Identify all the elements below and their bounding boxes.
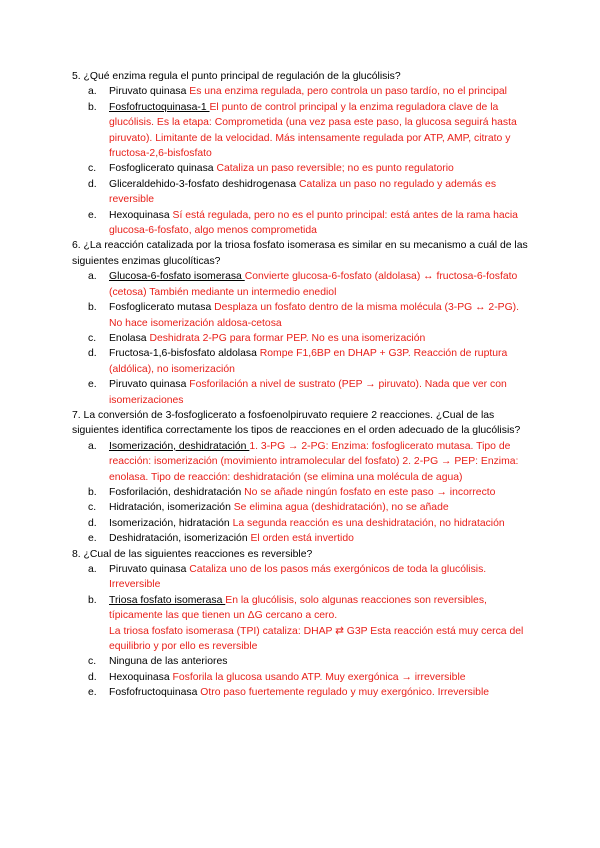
answer-note: Es una enzima regulada, pero controla un paso tardío, no el principal	[189, 86, 507, 98]
option-item	[72, 208, 532, 239]
answer-note: Fosforila la glucosa usando ATP. Muy exergónica → irreversible	[172, 671, 466, 683]
answer-note: Fosforilación a nivel de sustrato (PEP → piruvato). Nada que ver con isomerizaciones	[109, 379, 507, 406]
option-label: Fosfoglicerato quinasa	[109, 163, 217, 175]
option-item	[72, 485, 532, 500]
answer-note: Deshidrata 2-PG para formar PEP. No es una isomerización	[149, 332, 426, 344]
option-item	[72, 685, 532, 700]
option-list	[72, 439, 532, 547]
option-label: Enolasa	[109, 332, 150, 344]
option-item	[72, 161, 532, 176]
answer-note: La segunda reacción es una deshidratación, no hidratación	[232, 517, 505, 529]
question-text: 6. ¿La reacción catalizada por la triosa fosfato isomerasa es similar en su mecanismo a cuál de las siguientes enzimas glucolíticas?	[72, 240, 528, 267]
option-letter: e.	[88, 533, 97, 545]
option-label: Piruvato quinasa	[109, 86, 190, 98]
option-label: Fructosa-1,6-bisfosfato aldolasa	[109, 348, 260, 360]
answer-note: El orden está invertido	[250, 533, 354, 545]
option-item-selected	[72, 439, 532, 485]
option-item	[72, 562, 532, 593]
question-text: 8. ¿Cual de las siguientes reacciones es reversible?	[72, 548, 313, 560]
answer-note: Otro paso fuertemente regulado y muy exergónico. Irreversible	[200, 687, 490, 699]
option-letter: a.	[88, 440, 97, 452]
option-label: Isomerización, hidratación	[109, 517, 233, 529]
option-label: Hexoquinasa	[109, 671, 173, 683]
answer-note: Cataliza uno de los pasos más exergónicos de toda la glucólisis. Irreversible	[109, 564, 487, 591]
option-list	[72, 269, 532, 408]
question-text: 5. ¿Qué enzima regula el punto principal de regulación de la glucólisis?	[72, 71, 401, 82]
option-item	[72, 346, 532, 377]
option-letter: c.	[88, 163, 97, 175]
answer-note-extra: La triosa fosfato isomerasa (TPI) cataliza: DHAP ⇄ G3P Esta reacción está muy cerca del equilibrio y por ello es reversible	[109, 625, 524, 653]
option-item	[72, 84, 532, 99]
option-letter: d.	[88, 517, 97, 529]
option-list	[72, 562, 532, 701]
option-item	[72, 654, 532, 669]
answer-note: Cataliza un paso no regulado y además es reversible	[109, 178, 497, 206]
option-letter: d.	[88, 178, 97, 190]
answer-note: No se añade ningún fosfato en este paso → incorrecto	[244, 486, 496, 498]
option-item-selected	[72, 269, 532, 300]
option-letter: c.	[88, 332, 97, 344]
question-text: 7. La conversión de 3-fosfoglicerato a fosfoenolpiruvato requiere 2 reacciones. ¿Cual de las siguientes identifica correctamente los tipos de reacciones en el orden adecuado de la glucólisis?	[72, 409, 521, 437]
question-6	[72, 238, 532, 407]
option-letter: d.	[88, 348, 97, 360]
option-item	[72, 500, 532, 515]
answer-note: 1. 3-PG → 2-PG: Enzima: fosfoglicerato mutasa. Tipo de reacción: isomerización (movimiento intramolecular del fosfato) 2. 2-PG → PEP: Enzima: enolasa. Tipo de reacción: deshidratación (se elimina una molécula de agua)	[109, 440, 519, 483]
option-letter: c.	[88, 502, 97, 514]
option-label: Piruvato quinasa	[109, 379, 190, 391]
question-5	[72, 69, 532, 238]
option-item	[72, 177, 532, 208]
question-7	[72, 408, 532, 547]
option-item-selected	[72, 593, 532, 655]
option-letter: e.	[88, 379, 97, 391]
answer-note: Convierte glucosa-6-fosfato (aldolasa) ↔ fructosa-6-fosfato (cetosa) También mediante un intermedio enediol	[109, 271, 518, 298]
option-label-selected: Isomerización, deshidratación	[109, 440, 250, 452]
answer-note: El punto de control principal y la enzima reguladora clave de la glucólisis. Es la etapa: Comprometida (una vez pasa este paso, la glucosa seguirá hasta piruvato). Limitante de la velocidad. Más intensamente regulada por ATP, AMP, citrato y fructosa-2,6-bisfosfato	[109, 101, 517, 160]
option-list	[72, 84, 532, 238]
option-label-selected: Glucosa-6-fosfato isomerasa	[109, 271, 245, 283]
option-letter: b.	[88, 486, 97, 498]
option-label-selected: Fosfofructoquinasa-1	[109, 101, 210, 113]
option-letter: a.	[88, 564, 97, 575]
option-label: Deshidratación, isomerización	[109, 533, 251, 545]
option-item-selected	[72, 100, 532, 162]
option-label: Fosforilación, deshidratación	[109, 486, 245, 498]
option-item	[72, 300, 532, 331]
option-letter: b.	[88, 594, 97, 606]
option-label: Ninguna de las anteriores	[109, 656, 228, 668]
option-label: Fosfofructoquinasa	[109, 687, 201, 699]
option-letter: a.	[88, 86, 97, 98]
option-item	[72, 331, 532, 346]
answer-note: Desplaza un fosfato dentro de la misma molécula (3-PG ↔ 2-PG). No hace isomerización aldosa-cetosa	[109, 302, 520, 329]
option-label-selected: Triosa fosfato isomerasa	[109, 594, 226, 606]
option-letter: c.	[88, 656, 97, 668]
option-letter: e.	[88, 209, 97, 221]
option-letter: b.	[88, 302, 97, 314]
answer-note: Rompe F1,6BP en DHAP + G3P. Reacción de ruptura (aldólica), no isomerización	[109, 348, 508, 375]
option-letter: b.	[88, 101, 97, 113]
option-item	[72, 377, 532, 408]
answer-note: Se elimina agua (deshidratación), no se añade	[233, 502, 449, 514]
option-label: Fosfoglicerato mutasa	[109, 302, 215, 314]
option-item	[72, 531, 532, 546]
option-item	[72, 670, 532, 685]
document-content	[72, 69, 532, 701]
answer-note: Sí está regulada, pero no es el punto principal: está antes de la rama hacia glucosa-6-fosfato, algo menos comprometida	[109, 209, 518, 237]
option-label: Hidratación, isomerización	[109, 502, 234, 514]
option-letter: d.	[88, 671, 97, 683]
answer-note: En la glucólisis, solo algunas reacciones son reversibles, típicamente las que tienen un ΔG cercano a cero.	[109, 594, 487, 622]
option-label: Hexoquinasa	[109, 209, 173, 221]
option-label: Piruvato quinasa	[109, 564, 190, 575]
option-label: Gliceraldehido-3-fosfato deshidrogenasa	[109, 178, 300, 190]
option-letter: a.	[88, 271, 97, 283]
question-8	[72, 547, 532, 701]
answer-note: Cataliza un paso reversible; no es punto regulatorio	[216, 163, 454, 175]
option-letter: e.	[88, 687, 97, 699]
option-item	[72, 516, 532, 531]
